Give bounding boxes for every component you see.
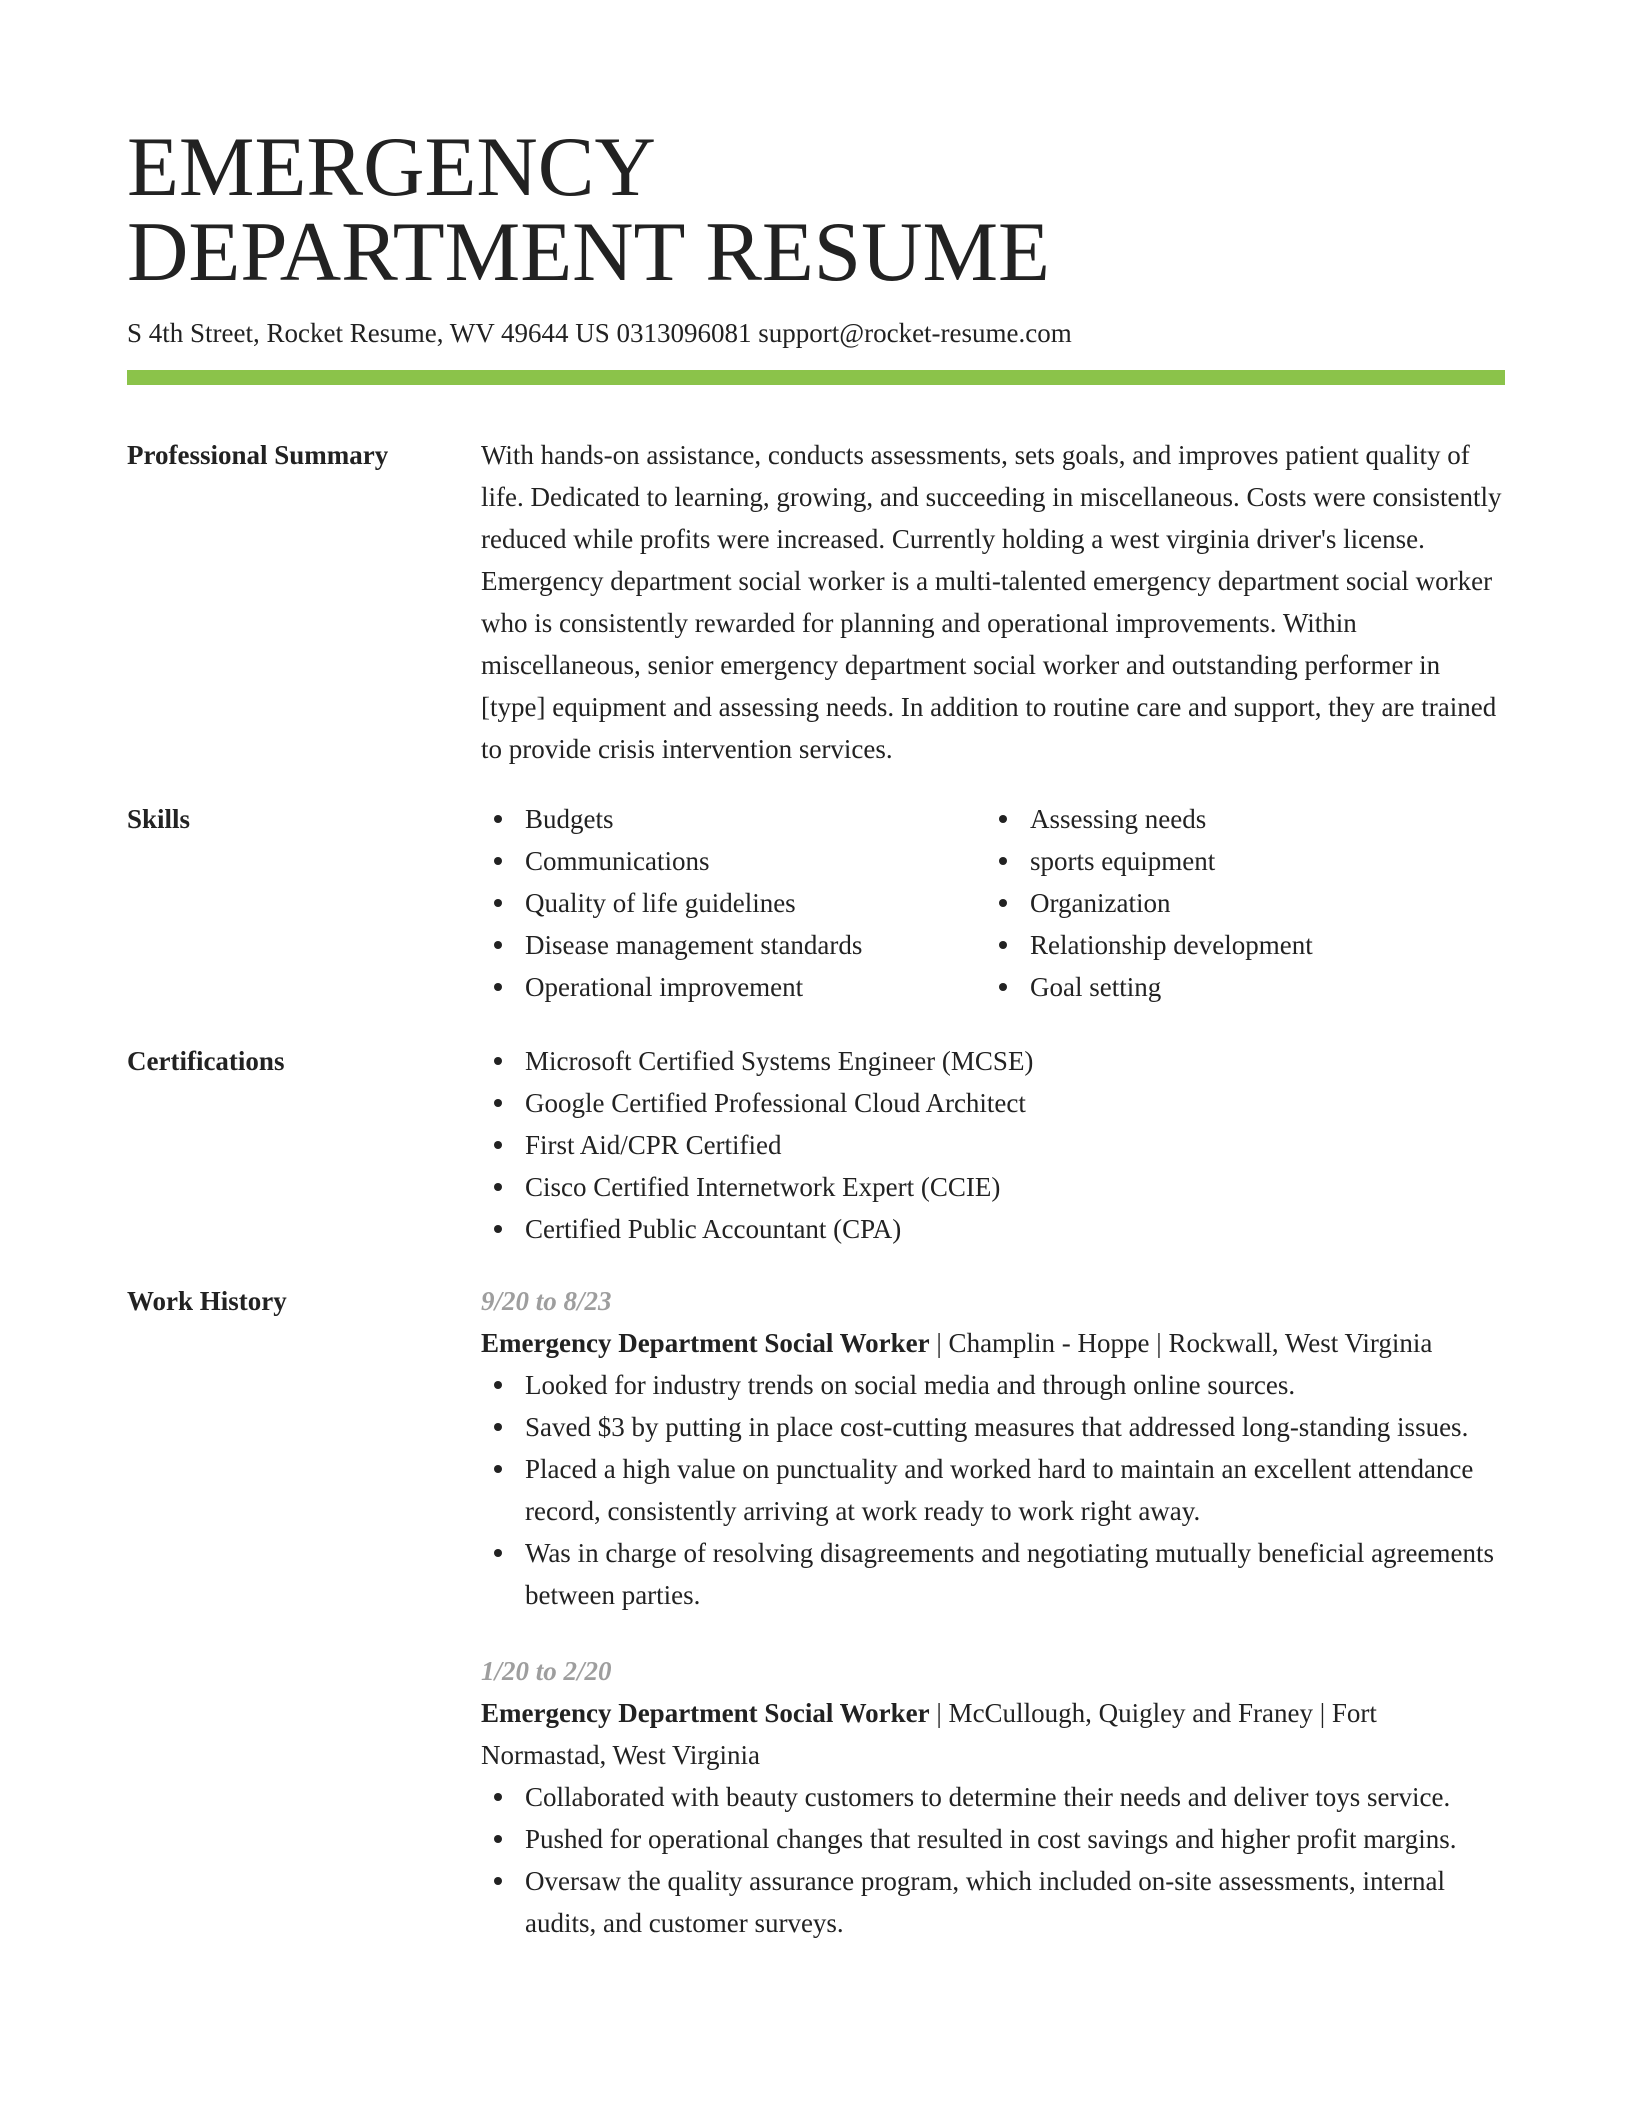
job-dates: 1/20 to 2/20 (481, 1656, 612, 1686)
certifications-body (481, 1040, 1505, 1250)
work-history-label: Work History (127, 1286, 287, 1316)
job-bullet: Placed a high value on punctuality and worked hard to maintain an excellent attendance record, consistently arriving at work ready to work right away. (481, 1448, 1505, 1532)
certification-item: Cisco Certified Internetwork Expert (CCIE) (481, 1166, 1505, 1208)
work-history-body (481, 1280, 1505, 1944)
skills-column-left (481, 798, 986, 1008)
job-title-line (481, 1692, 1505, 1776)
summary-text: With hands-on assistance, conducts assessments, sets goals, and improves patient quality of life. Dedicated to learning, growing, and succeeding in miscellaneous. Costs were consistently reduced while profits were increased. Currently holding a west virginia driver's license. Emergency department social worker is a multi-talented emergency department social worker who is consistently rewarded for planning and operational improvements. Within miscellaneous, senior emergency department social worker and outstanding performer in [type] equipment and assessing needs. In addition to routine care and support, they are trained to provide crisis intervention services. (481, 440, 1502, 764)
skill-item: Relationship development (986, 924, 1505, 966)
job-bullet: Was in charge of resolving disagreements and negotiating mutually beneficial agreements between parties. (481, 1532, 1505, 1616)
certification-item: Google Certified Professional Cloud Architect (481, 1082, 1505, 1124)
job-role: Emergency Department Social Worker (481, 1698, 930, 1728)
certifications-label: Certifications (127, 1046, 285, 1076)
title-line-1: EMERGENCY (127, 120, 656, 214)
job-dates: 9/20 to 8/23 (481, 1286, 612, 1316)
job-entry (481, 1280, 1505, 1616)
summary-label: Professional Summary (127, 440, 389, 470)
job-entry (481, 1650, 1505, 1944)
job-bullets (481, 1776, 1505, 1944)
contact-line: S 4th Street, Rocket Resume, WV 49644 US 0313096081 support@rocket-resume.com (127, 318, 1072, 348)
skills-body (481, 798, 1505, 1008)
job-bullet: Saved $3 by putting in place cost-cutting measures that addressed long-standing issues. (481, 1406, 1505, 1448)
job-role: Emergency Department Social Worker (481, 1328, 930, 1358)
skill-item: Goal setting (986, 966, 1505, 1008)
job-bullet: Pushed for operational changes that resulted in cost savings and higher profit margins. (481, 1818, 1505, 1860)
skills-label: Skills (127, 804, 191, 834)
skills-column-right (986, 798, 1505, 1008)
summary-body (481, 434, 1505, 770)
title-line-2: DEPARTMENT RESUME (127, 205, 1050, 299)
job-employer-location: | Champlin - Hoppe | Rockwall, West Virginia (929, 1328, 1433, 1358)
skill-item: Disease management standards (481, 924, 986, 966)
job-title-line (481, 1322, 1505, 1364)
skill-item: Communications (481, 840, 986, 882)
skill-item: Organization (986, 882, 1505, 924)
skill-item: Assessing needs (986, 798, 1505, 840)
certification-item: First Aid/CPR Certified (481, 1124, 1505, 1166)
certification-item: Certified Public Accountant (CPA) (481, 1208, 1505, 1250)
accent-divider (127, 370, 1505, 385)
skill-item: Budgets (481, 798, 986, 840)
job-bullet: Looked for industry trends on social media and through online sources. (481, 1364, 1505, 1406)
job-bullets (481, 1364, 1505, 1616)
skill-item: Quality of life guidelines (481, 882, 986, 924)
job-employer-location: | McCullough, Quigley and Franey | Fort Normastad, West Virginia (481, 1698, 1377, 1770)
skill-item: sports equipment (986, 840, 1505, 882)
skill-item: Operational improvement (481, 966, 986, 1008)
job-bullet: Collaborated with beauty customers to determine their needs and deliver toys service. (481, 1776, 1505, 1818)
certifications-list (481, 1040, 1505, 1250)
resume-title (127, 120, 1050, 299)
job-bullet: Oversaw the quality assurance program, which included on-site assessments, internal audits, and customer surveys. (481, 1860, 1505, 1944)
certification-item: Microsoft Certified Systems Engineer (MCSE) (481, 1040, 1505, 1082)
